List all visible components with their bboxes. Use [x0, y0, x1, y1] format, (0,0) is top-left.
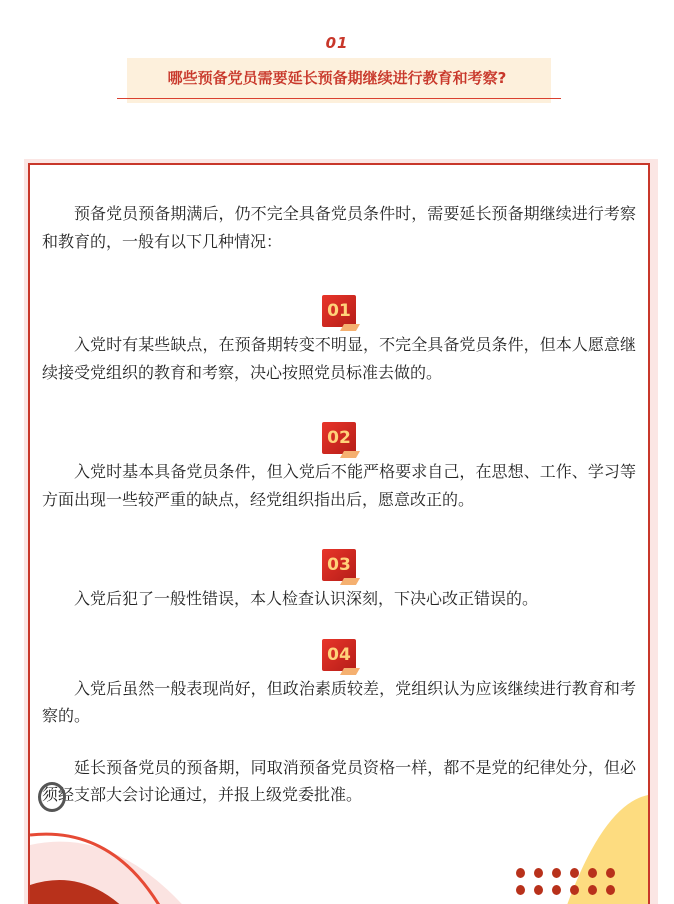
- section-title: 哪些预备党员需要延长预备期继续进行教育和考察?: [167, 69, 507, 87]
- dot: [606, 885, 615, 895]
- dot: [552, 868, 561, 878]
- dot: [570, 868, 579, 878]
- intro-paragraph: 预备党员预备期满后，仍不完全具备党员条件时，需要延长预备期继续进行考察和教育的，一般有以下几种情况：: [42, 204, 636, 251]
- dot: [588, 885, 597, 895]
- item-paragraph: 入党时有某些缺点，在预备期转变不明显，不完全具备党员条件，但本人愿意继续接受党组织的教育和考察，决心按照党员标准去做的。: [42, 335, 636, 382]
- badge-04: 04: [322, 639, 356, 671]
- section-number: 01: [325, 34, 349, 52]
- badge-02: 02: [322, 422, 356, 454]
- dot: [534, 868, 543, 878]
- article-body: [42, 200, 636, 809]
- dot: [606, 868, 615, 878]
- badge-01: 01: [322, 295, 356, 327]
- item-paragraph: 入党后虽然一般表现尚好，但政治素质较差，党组织认为应该继续进行教育和考察的。: [42, 678, 636, 725]
- dot: [516, 885, 525, 895]
- dot: [570, 885, 579, 895]
- dot: [516, 868, 525, 878]
- badge-03: 03: [322, 549, 356, 581]
- item-paragraph: 入党后犯了一般性错误，本人检查认识深刻，下决心改正错误的。: [74, 589, 539, 608]
- dot: [552, 885, 561, 895]
- dot: [588, 868, 597, 878]
- title-underline: [117, 98, 561, 99]
- item-paragraph: 入党时基本具备党员条件，但入党后不能严格要求自己，在思想、工作、学习等方面出现一些较严重的缺点，经党组织指出后，愿意改正的。: [42, 462, 636, 509]
- closing-paragraph: 延长预备党员的预备期，同取消预备党员资格一样，都不是党的纪律处分，但必须经支部大会讨论通过，并报上级党委批准。: [42, 757, 636, 804]
- dot: [534, 885, 543, 895]
- circle-icon[interactable]: [38, 782, 66, 812]
